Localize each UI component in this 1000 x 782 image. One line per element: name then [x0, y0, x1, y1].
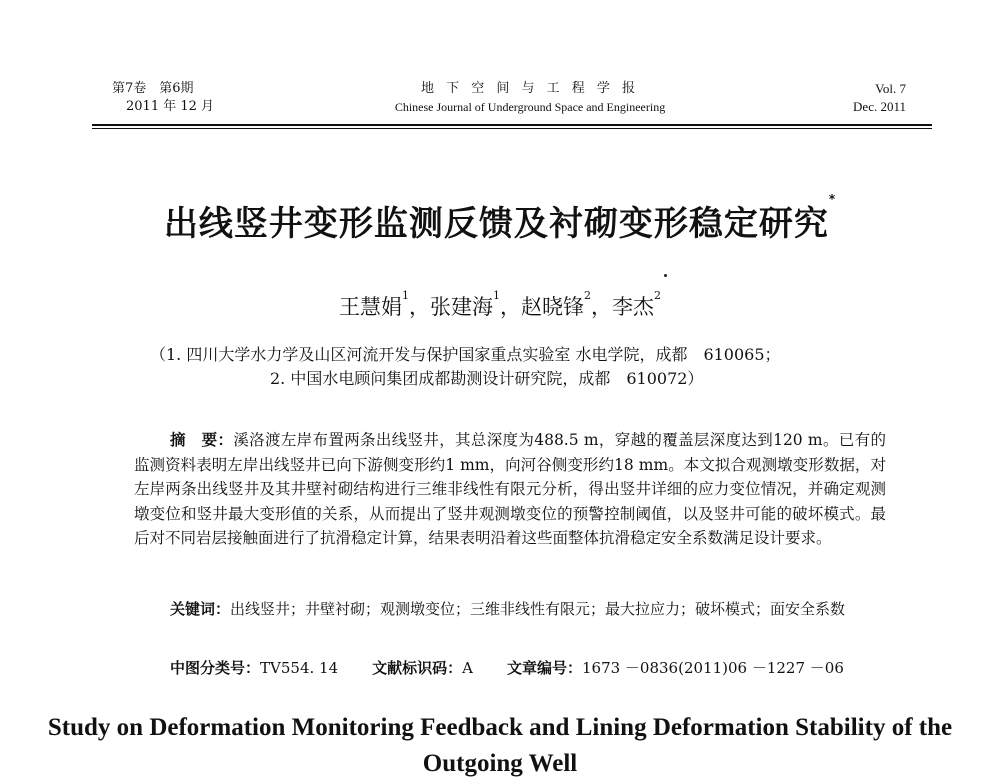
- abstract-label: 摘 要：: [170, 431, 234, 449]
- author-name: 王慧娟: [339, 295, 402, 319]
- article-number-value: 1673 －0836(2011)06 －1227 －06: [581, 659, 844, 677]
- author-affiliation: 1: [402, 289, 409, 302]
- author-name: 张建海: [430, 295, 493, 319]
- date-en: Dec. 2011: [853, 99, 906, 114]
- volume-en: Vol. 7: [875, 81, 906, 96]
- author-name: 赵晓锋: [521, 295, 584, 319]
- abstract: [134, 428, 886, 551]
- header-issue-en: [853, 80, 906, 116]
- stray-dot: [664, 274, 667, 277]
- volume-issue-cn: 第7卷 第6期: [112, 81, 194, 96]
- english-title: Study on Deformation Monitoring Feedback and Lining Deformation Stability of the Outgoing Well: [47, 714, 953, 777]
- header-rule-thin: [92, 128, 932, 129]
- classification-row: [170, 656, 890, 680]
- author-name: 李杰: [612, 295, 654, 319]
- author-affiliation: 1: [493, 289, 500, 302]
- article-number-label: 文章编号：: [506, 659, 582, 677]
- affiliation-1: （1. 四川大学水力学及山区河流开发与保护国家重点实验室 水电学院，成都 610065；: [150, 345, 781, 364]
- paper-title-text: 出线竖井变形监测反馈及衬砌变形稳定研究: [163, 204, 829, 244]
- header-journal: [350, 80, 710, 116]
- clc-value: TV554. 14: [260, 659, 339, 677]
- keywords-text: 出线竖井；井壁衬砌；观测墩变位；三维非线性有限元；最大拉应力；破坏模式；面安全系数: [230, 600, 846, 618]
- doc-code-value: A: [462, 659, 473, 677]
- journal-name-cn: 地 下 空 间 与 工 程 学 报: [420, 81, 640, 96]
- header-issue-cn: [112, 80, 214, 116]
- date-cn: 2011 年 12 月: [126, 99, 215, 114]
- doc-code-label: 文献标识码：: [372, 659, 463, 677]
- running-header: [0, 80, 1000, 128]
- header-rule-thick: [92, 124, 932, 126]
- journal-name-en: Chinese Journal of Underground Space and Engineering: [394, 100, 666, 114]
- author-affiliation: 2: [584, 289, 591, 302]
- clc-label: 中图分类号：: [170, 659, 261, 677]
- abstract-text: 溪洛渡左岸布置两条出线竖井，其总深度为488.5 m，穿越的覆盖层深度达到120 m。已有的监测资料表明左岸出线竖井已向下游侧变形约1 mm，向河谷侧变形约18 mm。本文拟合观测墩变形数据，对左岸两条出线竖井及其井壁衬砌结构进行三维非线性有限元分析，得出竖井详细的应力变位情况，并确定观测墩变位和竖井最大变形值的关系，从而提出了竖井观测墩变位的预警控制阈值，以及竖井可能的破坏模式。最后对不同岩层接触面进行了抗滑稳定计算，结果表明沿着这些面整体抗滑稳定安全系数满足设计要求。: [134, 431, 886, 547]
- author-affiliation: 2: [654, 289, 661, 302]
- title-footnote-marker: *: [828, 192, 837, 206]
- affiliation-2: 2. 中国水电顾问集团成都勘测设计研究院，成都 610072）: [270, 369, 704, 388]
- keywords: [134, 597, 886, 622]
- affiliations: [150, 343, 890, 391]
- keywords-label: 关键词：: [170, 600, 231, 618]
- author-list: 王慧娟$^1$，张建海$^1$，赵晓锋$^2$，李杰$^2$: [339, 289, 661, 319]
- paper-title: [0, 192, 1000, 245]
